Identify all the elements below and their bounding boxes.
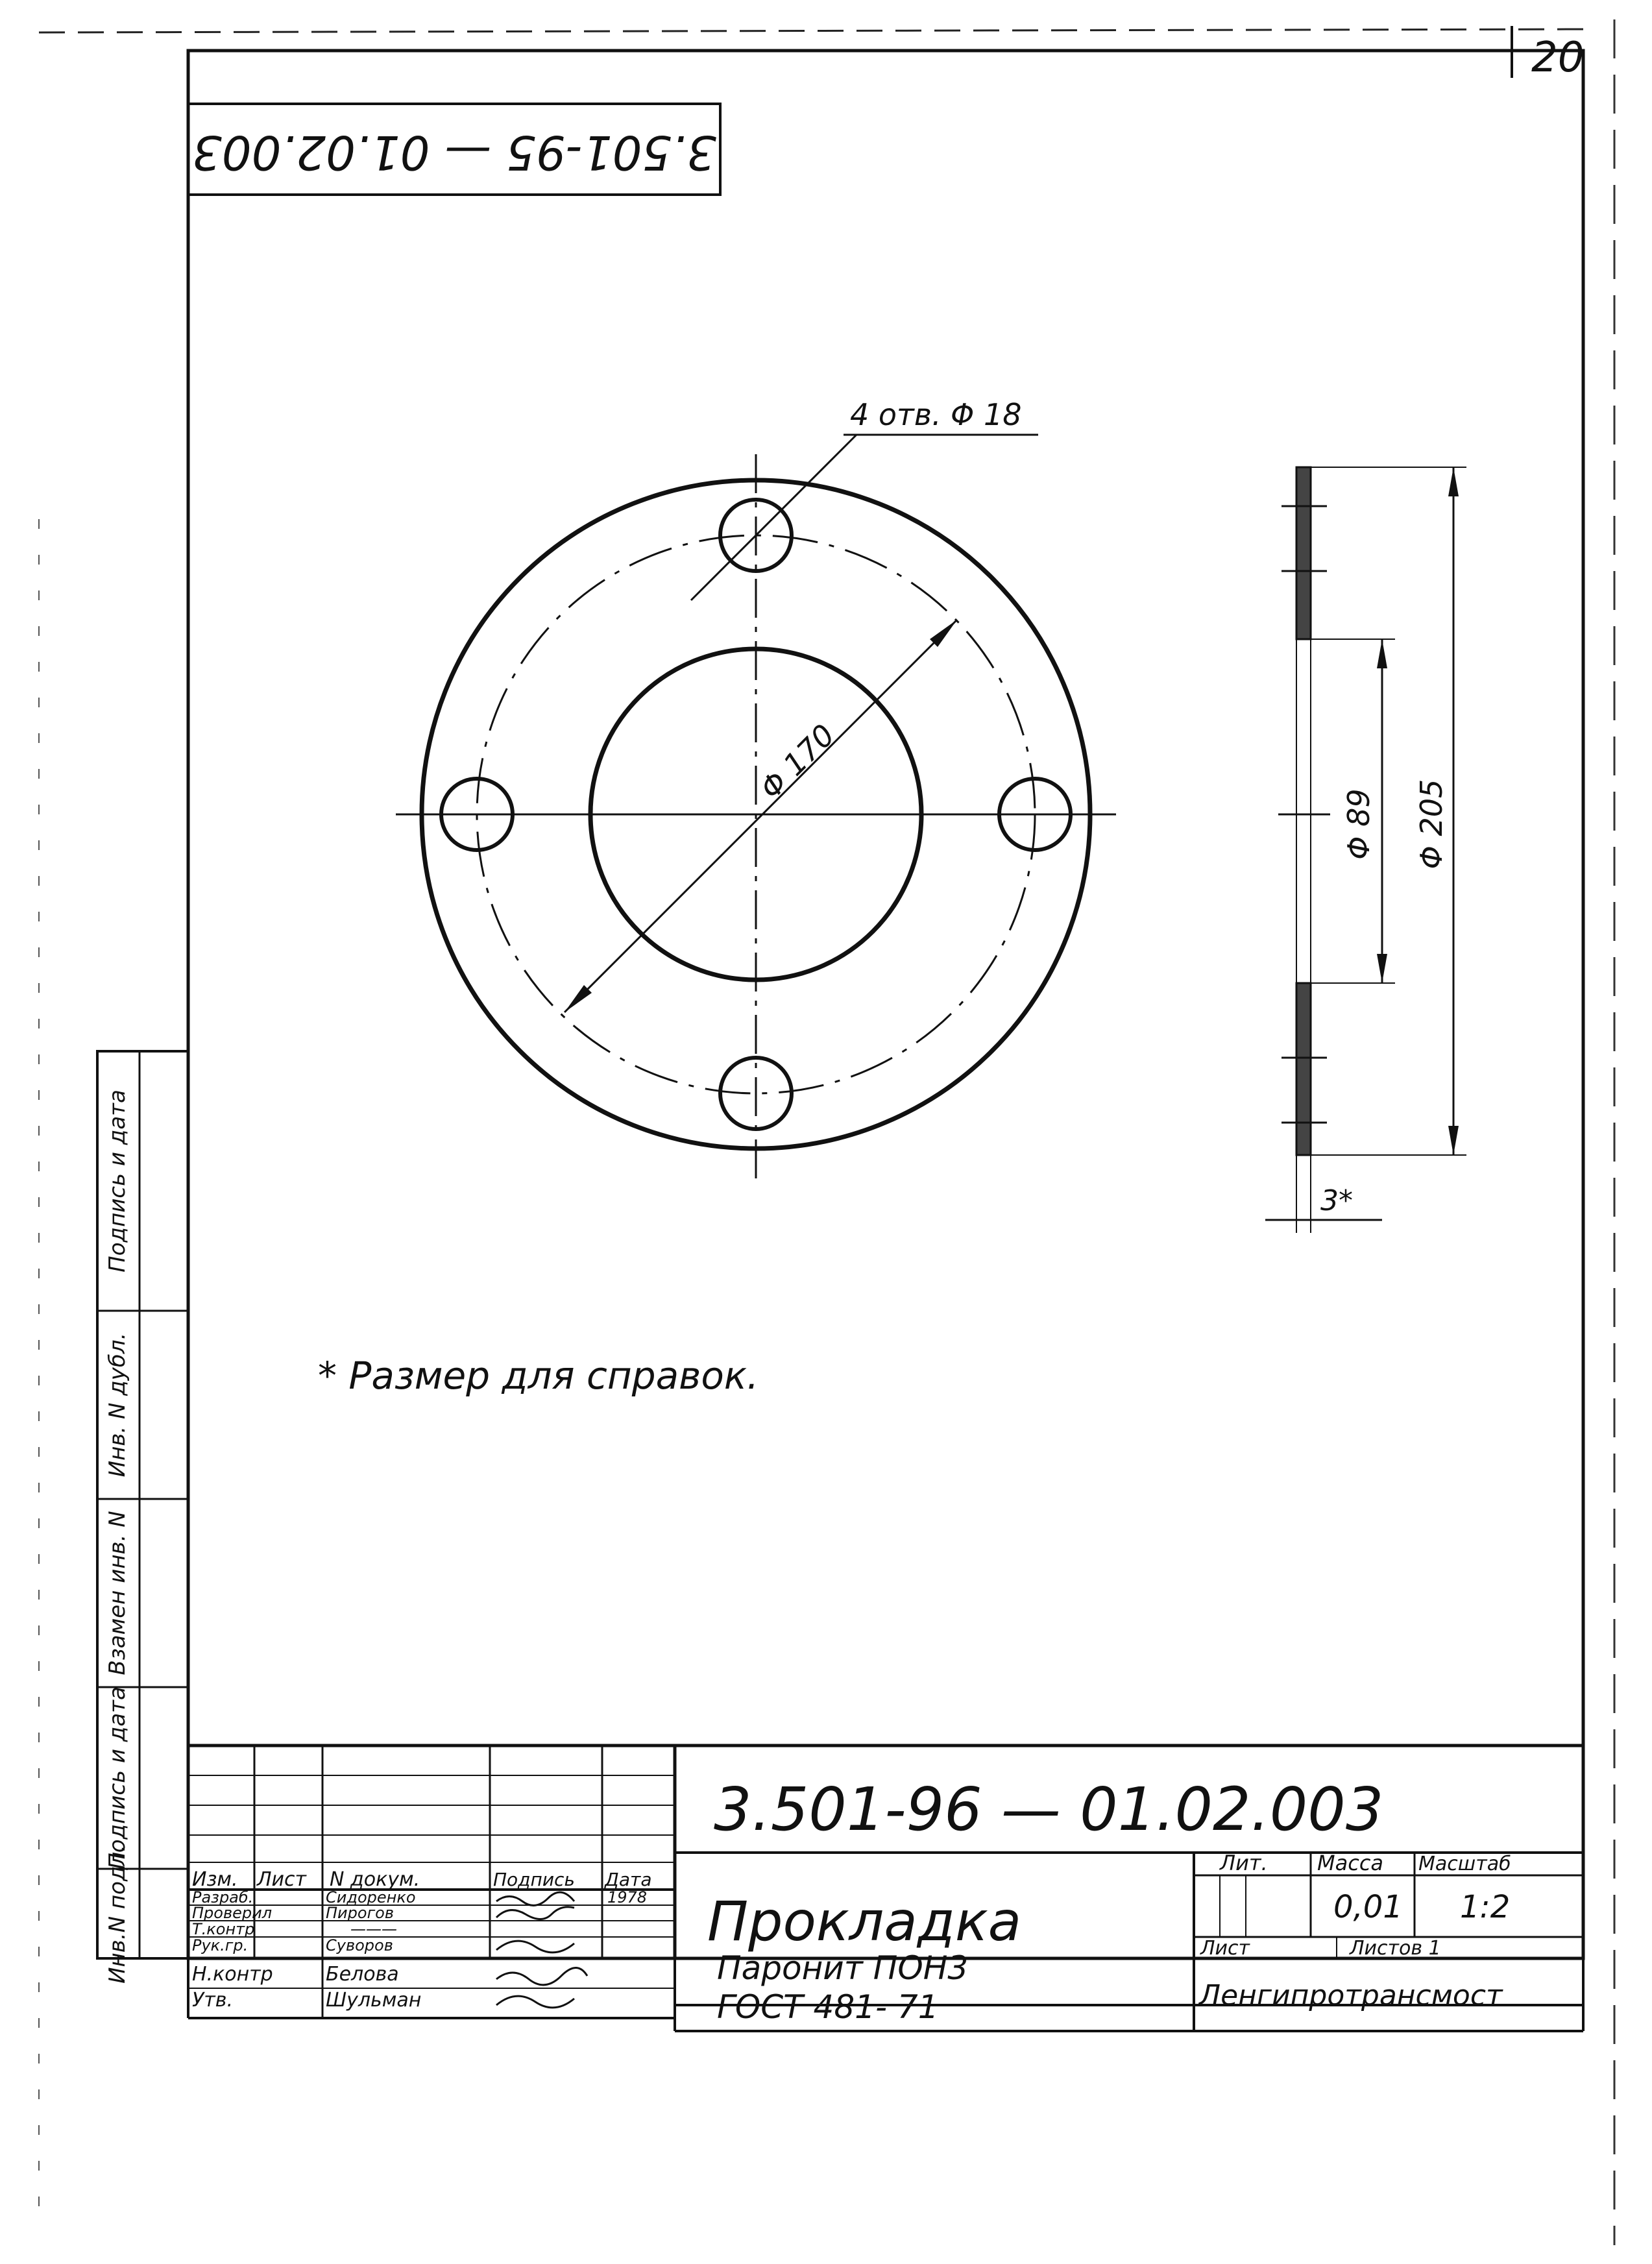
- row-role-5: Утв.: [192, 1989, 233, 2012]
- inner-dim-arrow-bottom: [1377, 954, 1387, 983]
- title-block: [188, 1746, 1583, 2018]
- hdr-sign: Подпись: [493, 1869, 575, 1890]
- gasket-section-bottom: [1296, 983, 1311, 1155]
- row-name-3: Суворов: [326, 1936, 393, 1954]
- side-stamp-label-1: Подпись и дата: [104, 1686, 130, 1869]
- hdr-list: Лист: [257, 1868, 307, 1891]
- hdr-date: Дата: [605, 1869, 652, 1890]
- row-role-4: Н.контр: [192, 1963, 273, 1986]
- mirrored-code: 3.501-95 — 01.02.003: [192, 125, 716, 180]
- bolt-circle-dimension-line: [565, 620, 957, 1012]
- gasket-section-top: [1296, 467, 1311, 639]
- doc-code: 3.501-96 — 01.02.003: [714, 1775, 1384, 1844]
- dim-arrow-upper: [930, 620, 957, 647]
- row-name-0: Сидоренко: [326, 1888, 416, 1906]
- inner-diameter-label: Φ 89: [1341, 788, 1376, 860]
- mass-value: 0,01: [1333, 1889, 1403, 1925]
- top-dashed-line: [39, 29, 1583, 32]
- hdr-ndoc: N докум.: [330, 1868, 420, 1891]
- signature-scribble-4: [496, 1968, 587, 1985]
- gasket-front-view: [396, 397, 1116, 1181]
- row-name-1: Пирогов: [326, 1904, 394, 1922]
- gasket-side-view: [1265, 467, 1466, 1233]
- dim-arrow-lower: [565, 985, 592, 1012]
- material-line-2: ГОСТ 481- 71: [717, 1988, 939, 2026]
- main-frame: [188, 51, 1583, 1958]
- holes-label: 4 отв. Φ 18: [850, 397, 1022, 432]
- signature-scribble-5: [496, 1996, 574, 2008]
- bolt-circle-label: Φ 170: [753, 717, 842, 806]
- scale-label: Масштаб: [1418, 1853, 1511, 1875]
- row-role-3: Рук.гр.: [192, 1936, 249, 1954]
- side-stamp-label-3: Инв. N дубл.: [104, 1332, 130, 1478]
- hdr-izm: Изм.: [192, 1868, 238, 1891]
- thickness-label: 3*: [1320, 1184, 1353, 1217]
- outer-diameter-label: Φ 205: [1414, 779, 1449, 870]
- sheet-number: 20: [1531, 34, 1585, 82]
- inner-dim-arrow-top: [1377, 639, 1387, 668]
- row-date-0: 1978: [607, 1888, 648, 1906]
- signature-scribble-3: [496, 1941, 574, 1953]
- organization: Ленгипротрансмост: [1199, 1979, 1503, 2012]
- material-line-1: Паронит ПОН3: [717, 1949, 969, 1987]
- holes-leader: [691, 435, 856, 600]
- reference-note: * Размер для справок.: [318, 1354, 759, 1398]
- row-name-4: Белова: [326, 1963, 399, 1986]
- row-role-1: Проверил: [192, 1904, 273, 1922]
- side-stamp-label-0: Инв.N подл.: [104, 1845, 130, 1984]
- outer-dim-arrow-bottom: [1448, 1126, 1459, 1155]
- row-name-5: Шульман: [326, 1989, 422, 2012]
- sheet-label: Лист: [1200, 1937, 1250, 1960]
- row-name-2: ———: [350, 1920, 397, 1938]
- scale-value: 1:2: [1460, 1889, 1511, 1925]
- outer-dim-arrow-top: [1448, 467, 1459, 496]
- side-stamp-label-4: Подпись и дата: [104, 1089, 130, 1272]
- lit-label: Лит.: [1220, 1851, 1268, 1875]
- signature-scribble: [496, 1892, 574, 1905]
- side-stamp: [97, 1051, 188, 1984]
- side-stamp-label-2: Взамен инв. N: [104, 1511, 130, 1675]
- doc-title: Прокладка: [707, 1890, 1022, 1953]
- row-role-2: Т.контр: [192, 1920, 255, 1938]
- row-role-0: Разраб.: [192, 1888, 254, 1906]
- sheets-label: Листов 1: [1350, 1937, 1441, 1960]
- signature-scribble-2: [496, 1907, 574, 1919]
- mass-label: Масса: [1317, 1851, 1384, 1875]
